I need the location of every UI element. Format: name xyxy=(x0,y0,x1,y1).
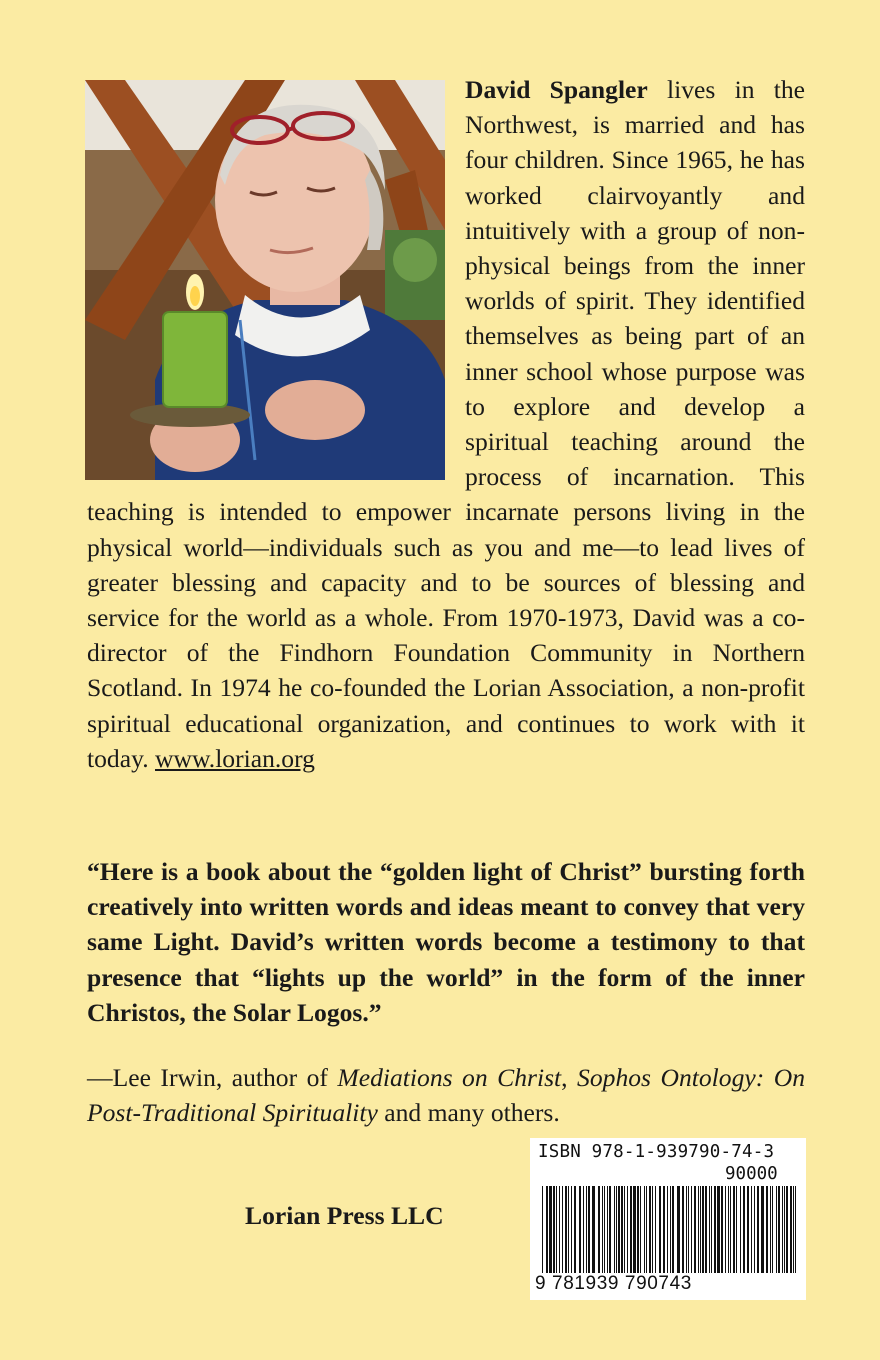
barcode-bar xyxy=(659,1186,661,1286)
barcode-bar xyxy=(562,1186,563,1286)
website-link[interactable]: www.lorian.org xyxy=(155,743,315,773)
barcode-bar xyxy=(747,1186,749,1286)
barcode-bar xyxy=(640,1186,641,1286)
barcode-bar xyxy=(717,1186,720,1286)
barcode-bar xyxy=(784,1186,785,1286)
author-bio xyxy=(87,72,805,776)
barcode-bar xyxy=(766,1186,768,1286)
attribution-title-1: Mediations on Christ xyxy=(337,1063,562,1092)
barcode-bar xyxy=(761,1186,764,1286)
barcode-bar xyxy=(688,1186,689,1286)
barcode-bar xyxy=(730,1186,731,1286)
barcode-bar xyxy=(743,1186,745,1286)
barcode-bar xyxy=(646,1186,647,1286)
endorsement-quote: “Here is a book about the “golden light of Christ” bursting forth creatively into written words and ideas meant to convey that very same Light. David’s written words become a testimony to that presence that “lights up the world” in the form of the inner Christos, the Solar Logos.” xyxy=(87,857,805,1027)
barcode-bar xyxy=(782,1186,783,1286)
barcode-bar xyxy=(677,1186,680,1286)
ean-digits: 9 781939 790743 xyxy=(535,1273,801,1295)
price-code: 90000 xyxy=(725,1164,778,1184)
barcode-bar xyxy=(757,1186,759,1286)
barcode-bar xyxy=(571,1186,572,1286)
barcode-bar xyxy=(549,1186,552,1286)
barcode-bar xyxy=(542,1186,543,1286)
barcode-bar xyxy=(751,1186,752,1286)
barcode-bar xyxy=(700,1186,701,1286)
barcode-bar xyxy=(586,1186,587,1286)
barcode-bar xyxy=(592,1186,595,1286)
barcode-bar xyxy=(733,1186,735,1286)
barcode-bars xyxy=(538,1186,800,1286)
barcode-bar xyxy=(714,1186,716,1286)
barcode-bar xyxy=(609,1186,611,1286)
barcode-bar xyxy=(579,1186,581,1286)
barcode-bar xyxy=(786,1186,788,1286)
photo-wrap-spacer xyxy=(87,72,465,490)
barcode-bar xyxy=(711,1186,712,1286)
publisher-name: Lorian Press LLC xyxy=(245,1201,444,1230)
attribution-prefix: —Lee Irwin, author of xyxy=(87,1063,328,1092)
barcode-bar xyxy=(565,1186,567,1286)
barcode-bar xyxy=(778,1186,780,1286)
author-bio-text: lives in the Northwest, is married and has four children. Since 1965, he has worked clairvoyantly and intuitively with a group of non-physical beings from the inner worlds of spirit. They identified themselves as being part of an inner school whose purpose was to explore and develop a spiritual teaching around the process of incarnation. This teaching is intended to empower incarnate persons living in the physical world—individuals such as you and me—to lead lives of greater blessing and capacity and to be sources of blessing and service for the world as a whole. From 1970-1973, David was a co-director of the Findhorn Foundation Community in Northern Scotland. In 1974 he co-founded the Lorian Association, a non-profit spiritual educational organization, and continues to work with it today. xyxy=(87,75,805,773)
barcode-bar xyxy=(568,1186,569,1286)
barcode-bar xyxy=(793,1186,794,1286)
barcode-bar xyxy=(621,1186,623,1286)
barcode-bar xyxy=(740,1186,741,1286)
barcode-bar xyxy=(588,1186,590,1286)
barcode-bar xyxy=(725,1186,726,1286)
isbn-barcode xyxy=(530,1138,806,1300)
barcode-bar xyxy=(694,1186,696,1286)
barcode-bar xyxy=(644,1186,645,1286)
attribution-suffix: and many others. xyxy=(384,1098,560,1128)
barcode-bar xyxy=(682,1186,684,1286)
barcode-bar xyxy=(598,1186,600,1286)
barcode-bar xyxy=(616,1186,617,1286)
barcode-bar xyxy=(776,1186,777,1286)
barcode-bar xyxy=(663,1186,665,1286)
barcode-bar xyxy=(770,1186,771,1286)
barcode-bar xyxy=(721,1186,723,1286)
barcode-bar xyxy=(624,1186,625,1286)
barcode-bar xyxy=(686,1186,687,1286)
barcode-bar xyxy=(705,1186,707,1286)
attribution-separator: , xyxy=(561,1063,568,1092)
isbn-label: ISBN 978-1-939790-74-3 xyxy=(538,1142,775,1162)
barcode-bar xyxy=(637,1186,639,1286)
barcode-bar xyxy=(630,1186,632,1286)
barcode-bar xyxy=(553,1186,555,1286)
barcode-bar xyxy=(652,1186,653,1286)
barcode-bar xyxy=(667,1186,668,1286)
barcode-bar xyxy=(754,1186,755,1286)
barcode-bar xyxy=(546,1186,548,1286)
barcode-bar xyxy=(709,1186,710,1286)
barcode-bar xyxy=(670,1186,671,1286)
barcode-bar xyxy=(602,1186,603,1286)
barcode-bar xyxy=(736,1186,737,1286)
barcode-bar xyxy=(728,1186,729,1286)
barcode-bar xyxy=(655,1186,656,1286)
barcode-bar xyxy=(672,1186,674,1286)
barcode-bar xyxy=(772,1186,773,1286)
barcode-bar xyxy=(607,1186,608,1286)
author-name: David Spangler xyxy=(465,75,648,104)
barcode-bar xyxy=(574,1186,576,1286)
barcode-bar xyxy=(795,1186,796,1286)
barcode-bar xyxy=(790,1186,792,1286)
barcode-bar xyxy=(649,1186,651,1286)
barcode-bar xyxy=(556,1186,557,1286)
barcode-bar xyxy=(702,1186,704,1286)
barcode-bar xyxy=(604,1186,605,1286)
barcode-bar xyxy=(627,1186,628,1286)
barcode-bar xyxy=(618,1186,620,1286)
barcode-bar xyxy=(698,1186,699,1286)
quote-attribution xyxy=(87,1060,805,1130)
barcode-bar xyxy=(559,1186,560,1286)
barcode-bar xyxy=(583,1186,584,1286)
barcode-bar xyxy=(691,1186,692,1286)
barcode-bar xyxy=(633,1186,636,1286)
attribution-title-2: Sophos Ontology: On Post-Traditional Spirituality xyxy=(87,1063,806,1128)
barcode-bar xyxy=(614,1186,615,1286)
